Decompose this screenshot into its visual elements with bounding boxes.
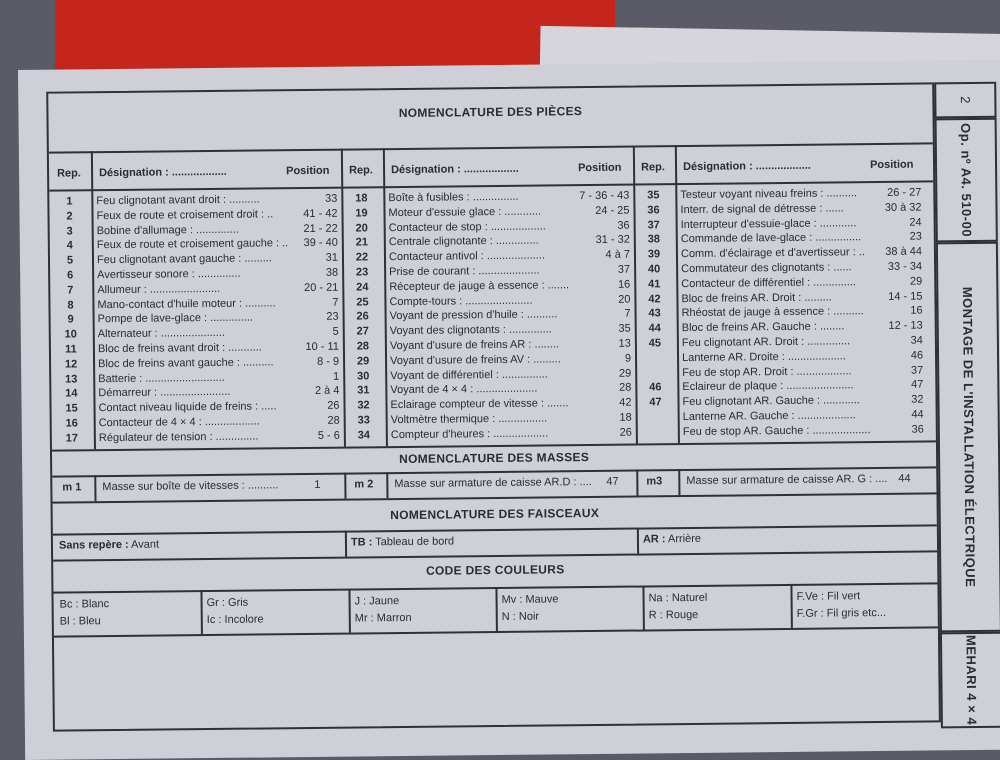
color-code: Ic : Incolore	[207, 611, 264, 628]
part-rep: 27	[343, 325, 383, 337]
part-rep: 46	[635, 382, 675, 394]
part-designation: Interrupteur d'essuie-glace : ............	[681, 217, 857, 231]
part-position: 18	[619, 412, 631, 424]
part-position: 26	[620, 426, 632, 438]
color-code: Bl : Bleu	[60, 613, 101, 629]
part-rep: 10	[51, 328, 91, 340]
mass-position: 44	[898, 473, 910, 485]
part-rep: 13	[51, 373, 91, 385]
part-position: 12 - 13	[888, 320, 922, 332]
part-position: 28	[619, 382, 631, 394]
part-rep: 34	[344, 429, 384, 441]
part-position: 36	[912, 423, 924, 435]
part-rep: 37	[634, 219, 674, 231]
part-position: 33	[325, 193, 337, 205]
harness-label: Tableau de bord	[375, 535, 454, 548]
designation-header: Désignation : ..................	[683, 160, 811, 173]
part-rep: 6	[50, 269, 90, 281]
part-position: 38 à 44	[885, 246, 922, 258]
part-position: 39 - 40	[304, 237, 338, 249]
rep-header: Rep.	[349, 164, 373, 176]
page-number: 2	[958, 96, 973, 104]
part-position: 1	[333, 370, 339, 382]
part-position: 46	[911, 349, 923, 361]
part-designation: Feux de route et croisement gauche : ..	[97, 238, 289, 252]
column-divider	[344, 473, 346, 499]
part-designation: Voyant de 4 × 4 : ....................	[390, 383, 537, 397]
color-code: N : Noir	[502, 609, 539, 625]
part-position: 7 - 36 - 43	[579, 190, 629, 203]
parts-table	[49, 142, 936, 451]
part-position: 24	[909, 216, 921, 228]
part-rep: 17	[52, 432, 92, 444]
part-rep: 40	[634, 263, 674, 275]
part-designation: Régulateur de tension : ..............	[99, 430, 259, 444]
column-divider	[636, 470, 638, 496]
part-position: 13	[619, 338, 631, 350]
harness-rep: AR :	[643, 533, 666, 545]
part-position: 4 à 7	[605, 249, 630, 261]
part-rep: 35	[633, 189, 673, 201]
rep-divider	[386, 472, 388, 498]
color-code: F.Ve : Fil vert	[796, 588, 860, 605]
part-designation: Bloc de freins avant droit : ...........	[98, 341, 262, 355]
color-code: Gr : Gris	[207, 595, 249, 611]
part-designation: Bloc de freins avant gauche : ..........	[98, 356, 274, 370]
mass-designation: Masse sur boîte de vitesses : ..........	[102, 479, 278, 493]
parts-heading: NOMENCLATURE DES PIÈCES	[48, 100, 932, 123]
part-position: 20	[618, 293, 630, 305]
part-rep: 3	[50, 225, 90, 237]
part-designation: Contact niveau liquide de freins : .....	[98, 400, 276, 414]
color-code: Mv : Mauve	[501, 591, 558, 608]
color-code: Na : Naturel	[648, 590, 707, 607]
part-designation: Contacteur antivol : ...................	[389, 250, 545, 264]
part-designation: Compte-tours : ......................	[389, 294, 532, 307]
part-rep: 32	[343, 399, 383, 411]
position-header: Position	[578, 162, 622, 174]
part-rep: 21	[342, 237, 382, 249]
part-rep: 38	[634, 234, 674, 246]
color-code: R : Rouge	[649, 607, 699, 624]
part-designation: Testeur voyant niveau freins : ..........	[680, 187, 857, 201]
part-rep: 39	[634, 248, 674, 260]
part-designation: Pompe de lave-glace : ..............	[98, 312, 253, 326]
part-rep: 41	[634, 278, 674, 290]
part-designation: Compteur d'heures : ..................	[391, 427, 549, 441]
part-rep: 11	[51, 343, 91, 355]
part-designation: Comm. d'éclairage et d'avertisseur : ..	[681, 246, 865, 260]
part-designation: Feu de stop AR. Gauche : ...................	[683, 424, 871, 438]
part-designation: Commutateur des clignotants : ......	[681, 261, 852, 275]
part-position: 38	[326, 267, 338, 279]
part-rep: 2	[49, 210, 89, 222]
op-reference: Op. nº A4. 510-00	[958, 123, 974, 237]
part-position: 36	[617, 219, 629, 231]
part-row	[636, 423, 928, 441]
color-code: F.Gr : Fil gris etc...	[797, 605, 886, 622]
part-rep: 7	[50, 284, 90, 296]
part-position: 32	[911, 394, 923, 406]
part-designation: Lanterne AR. Gauche : ...................	[683, 409, 856, 423]
part-designation: Voyant de pression d'huile : ..........	[390, 309, 558, 323]
harness-rep: Sans repère :	[59, 539, 129, 552]
op-ref-cell	[935, 118, 998, 243]
column-divider	[345, 531, 347, 557]
part-position: 5	[333, 326, 339, 338]
part-rep: 15	[51, 402, 91, 414]
part-position: 26	[327, 400, 339, 412]
part-position: 23	[326, 311, 338, 323]
part-position: 37	[911, 364, 923, 376]
part-designation: Feu clignotant AR. Gauche : ............	[682, 394, 859, 408]
part-position: 29	[619, 367, 631, 379]
model-cell	[940, 632, 1000, 729]
part-position: 33 - 34	[888, 261, 922, 273]
part-designation: Récepteur de jauge à essence : .......	[389, 279, 569, 293]
part-rep: 36	[633, 204, 673, 216]
mass-rep: m 1	[62, 481, 81, 493]
part-position: 7	[624, 308, 630, 320]
model-name: MEHARI 4 × 4	[963, 635, 979, 725]
harness-label: Arrière	[668, 533, 701, 545]
part-rep: 12	[51, 358, 91, 370]
part-position: 47	[911, 379, 923, 391]
part-position: 29	[910, 275, 922, 287]
part-rep: 18	[341, 192, 381, 204]
rep-header: Rep.	[57, 167, 81, 179]
part-designation: Voyant d'usure de freins AV : .........	[390, 353, 561, 367]
document-page	[18, 60, 1000, 760]
part-rep: 33	[344, 414, 384, 426]
part-designation: Prise de courant : ....................	[389, 265, 540, 279]
part-designation: Interr. de signal de détresse : ......	[680, 202, 843, 216]
part-position: 24 - 25	[595, 204, 629, 216]
part-rep: 29	[343, 355, 383, 367]
part-rep: 19	[341, 207, 381, 219]
main-table	[46, 82, 941, 731]
harnesses-heading: NOMENCLATURE DES FAISCEAUX	[53, 502, 937, 525]
position-header: Position	[870, 159, 914, 171]
part-rep: 44	[635, 322, 675, 334]
part-position: 28	[327, 415, 339, 427]
part-rep: 14	[51, 388, 91, 400]
part-rep: 26	[343, 311, 383, 323]
part-rep: 25	[342, 296, 382, 308]
side-margin	[934, 74, 1000, 735]
page-number-cell	[934, 82, 996, 119]
part-designation: Contacteur de stop : ..................	[389, 220, 546, 234]
rep-divider	[94, 475, 96, 501]
part-designation: Feu clignotant avant droit : ..........	[96, 193, 259, 207]
part-designation: Rhéostat de jauge à essence : ..........	[682, 306, 864, 320]
part-position: 14 - 15	[888, 290, 922, 302]
mass-position: 47	[606, 476, 618, 488]
color-code: Bc : Blanc	[60, 596, 110, 613]
part-designation: Alternateur : .....................	[98, 327, 225, 340]
part-row	[52, 429, 344, 447]
part-position: 10 - 11	[305, 341, 339, 353]
part-rep: 8	[50, 299, 90, 311]
part-designation: Feux de route et croisement droit : ..	[96, 208, 273, 222]
harness-cell	[351, 535, 454, 548]
part-position: 20 - 21	[304, 281, 338, 293]
designation-header: Désignation : ..................	[391, 163, 519, 176]
mass-rep: m 2	[354, 478, 373, 490]
part-designation: Mano-contact d'huile moteur : ..........	[97, 297, 275, 311]
part-position: 5 - 6	[318, 429, 340, 441]
part-designation: Bloc de freins AR. Droit : .........	[681, 291, 832, 305]
color-code: Mr : Marron	[355, 610, 412, 627]
part-designation: Lanterne AR. Droite : ...................	[682, 350, 846, 364]
part-designation: Voltmètre thermique : ................	[391, 412, 548, 426]
color-code: J : Jaune	[355, 593, 400, 609]
part-position: 23	[909, 231, 921, 243]
part-position: 8 - 9	[317, 355, 339, 367]
part-position: 7	[332, 296, 338, 308]
harness-rep: TB :	[351, 536, 373, 548]
harness-cell	[59, 539, 159, 552]
mass-designation: Masse sur armature de caisse AR. G : ....	[686, 473, 887, 487]
part-rep: 22	[342, 251, 382, 263]
part-rep: 23	[342, 266, 382, 278]
part-designation: Feu de stop AR. Droit : ..................	[682, 365, 851, 379]
mass-rep: m3	[646, 475, 662, 487]
part-designation: Allumeur : .......................	[97, 283, 220, 296]
part-designation: Bloc de freins AR. Gauche : ........	[682, 321, 845, 335]
part-designation: Centrale clignotante : ..............	[389, 235, 539, 249]
part-row	[344, 426, 636, 444]
part-designation: Bobine d'allumage : ..............	[97, 223, 239, 236]
harness-cell	[643, 533, 701, 546]
rep-divider	[678, 469, 680, 495]
part-rep: 9	[51, 314, 91, 326]
part-rep: 24	[342, 281, 382, 293]
column-divider	[642, 585, 644, 629]
part-designation: Voyant de différentiel : ...............	[390, 368, 548, 382]
part-designation: Batterie : ..........................	[98, 371, 225, 384]
part-rep: 31	[343, 385, 383, 397]
document-title: MONTAGE DE L'INSTALLATION ÉLECTRIQUE	[960, 287, 978, 588]
part-position: 41 - 42	[303, 207, 337, 219]
part-rep: 30	[343, 370, 383, 382]
mass-position: 1	[314, 479, 320, 491]
part-position: 42	[619, 397, 631, 409]
part-designation: Feu clignotant AR. Droit : ..............	[682, 335, 850, 349]
column-divider	[200, 590, 202, 634]
position-header: Position	[286, 165, 330, 177]
part-rep: 5	[50, 254, 90, 266]
part-rep: 43	[635, 308, 675, 320]
part-position: 34	[911, 335, 923, 347]
part-position: 2 à 4	[315, 385, 340, 397]
column-divider	[790, 584, 792, 628]
part-rep: 16	[52, 417, 92, 429]
part-rep: 20	[342, 222, 382, 234]
masses-heading: NOMENCLATURE DES MASSES	[52, 446, 936, 469]
title-cell	[936, 242, 1000, 633]
part-designation: Démarreur : .......................	[98, 386, 230, 399]
column-divider	[348, 589, 350, 633]
column-divider	[637, 528, 639, 554]
part-rep: 4	[50, 240, 90, 252]
part-designation: Avertisseur sonore : ..............	[97, 268, 241, 282]
part-rep: 45	[635, 337, 675, 349]
part-position: 30 à 32	[885, 201, 922, 213]
part-position: 37	[618, 264, 630, 276]
part-designation: Voyant des clignotants : ..............	[390, 324, 552, 338]
part-position: 26 - 27	[887, 187, 921, 199]
part-rep: 42	[634, 293, 674, 305]
part-designation: Voyant d'usure de freins AR : ........	[390, 338, 559, 352]
part-designation: Boîte à fusibles : ...............	[388, 191, 518, 204]
part-designation: Moteur d'essuie glace : ............	[388, 205, 541, 219]
part-rep: 47	[635, 396, 675, 408]
part-designation: Eclairage compteur de vitesse : .......	[390, 397, 568, 411]
part-designation: Commande de lave-glace : ...............	[681, 232, 861, 246]
part-position: 31	[326, 252, 338, 264]
harness-label: Avant	[131, 539, 159, 551]
designation-header: Désignation : ..................	[99, 166, 227, 179]
part-position: 21 - 22	[303, 222, 337, 234]
mass-designation: Masse sur armature de caisse AR.D : ....	[394, 476, 592, 490]
red-background-object	[55, 0, 615, 72]
part-designation: Contacteur de 4 × 4 : ..................	[99, 415, 260, 429]
part-position: 44	[911, 409, 923, 421]
part-rep: 1	[49, 195, 89, 207]
part-position: 9	[625, 352, 631, 364]
rep-header: Rep.	[641, 161, 665, 173]
part-position: 31 - 32	[596, 234, 630, 246]
part-designation: Eclaireur de plaque : ......................	[682, 380, 853, 394]
part-rep: 28	[343, 340, 383, 352]
part-designation: Contacteur de différentiel : ..............	[681, 276, 856, 290]
part-position: 16	[910, 305, 922, 317]
colors-heading: CODE DES COULEURS	[53, 558, 937, 581]
part-position: 16	[618, 278, 630, 290]
part-position: 35	[618, 323, 630, 335]
part-designation: Feu clignotant avant gauche : .........	[97, 253, 272, 267]
column-divider	[495, 587, 497, 631]
